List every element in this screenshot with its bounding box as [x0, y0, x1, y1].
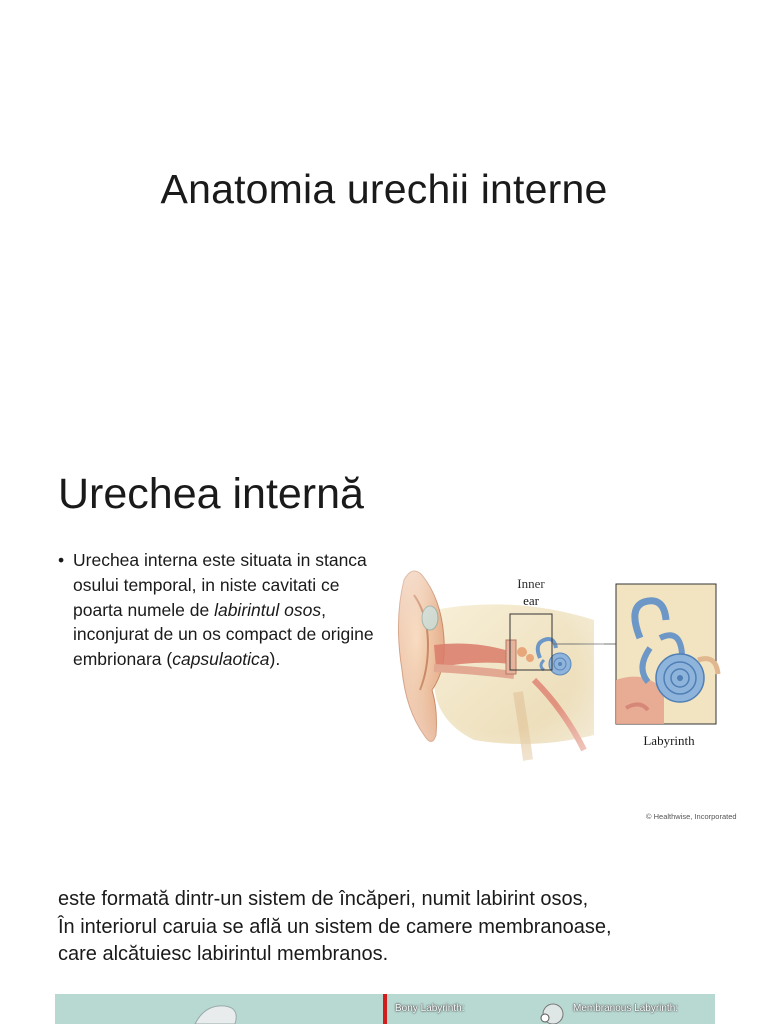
bottom-image-strip	[55, 994, 715, 1024]
strip-left-illustration	[55, 994, 385, 1024]
bullet-dot: •	[58, 550, 65, 570]
inner-ear-label-line1: Inner	[517, 576, 545, 591]
paragraph-line-3: care alcătuiesc labirintul membranos.	[58, 943, 389, 965]
paragraph-line-1: este formată dintr-un sistem de încăperi, numit labirint osos,	[58, 888, 589, 910]
ear-anatomy-figure	[394, 560, 734, 825]
figure-credit: © Healthwise, Incorporated	[646, 812, 737, 821]
inner-ear-label-line2: ear	[523, 593, 539, 608]
membranous-labyrinth-label: Membranous Labyrinth:	[573, 1003, 679, 1014]
labyrinth-label: Labyrinth	[643, 733, 695, 748]
bullet-text-part3: ).	[269, 649, 281, 670]
paragraph-line-2: În interiorul caruia se află un sistem de camere membranoase,	[58, 915, 612, 938]
bullet-text-italic2: capsulaotica	[172, 649, 270, 670]
bony-labyrinth-label: Bony Labyrinth:	[395, 1003, 465, 1014]
bullet-item	[58, 548, 378, 672]
strip-membranous-icon	[533, 994, 573, 1024]
bullet-text-part1: Urechea interna este situata in stanca osului temporal, in niste cavitati ce poarta numele de	[73, 550, 367, 620]
strip-divider	[383, 994, 387, 1024]
bullet-list	[58, 548, 378, 672]
bullet-text-italic1: labirintul osos	[214, 599, 322, 620]
bullet-text-part2: , inconjurat de un os compact de origine embrionara (	[73, 599, 374, 670]
slide-title: Anatomia urechii interne	[160, 166, 608, 212]
section-title: Urechea internă	[58, 470, 364, 518]
body-paragraph	[58, 886, 748, 969]
